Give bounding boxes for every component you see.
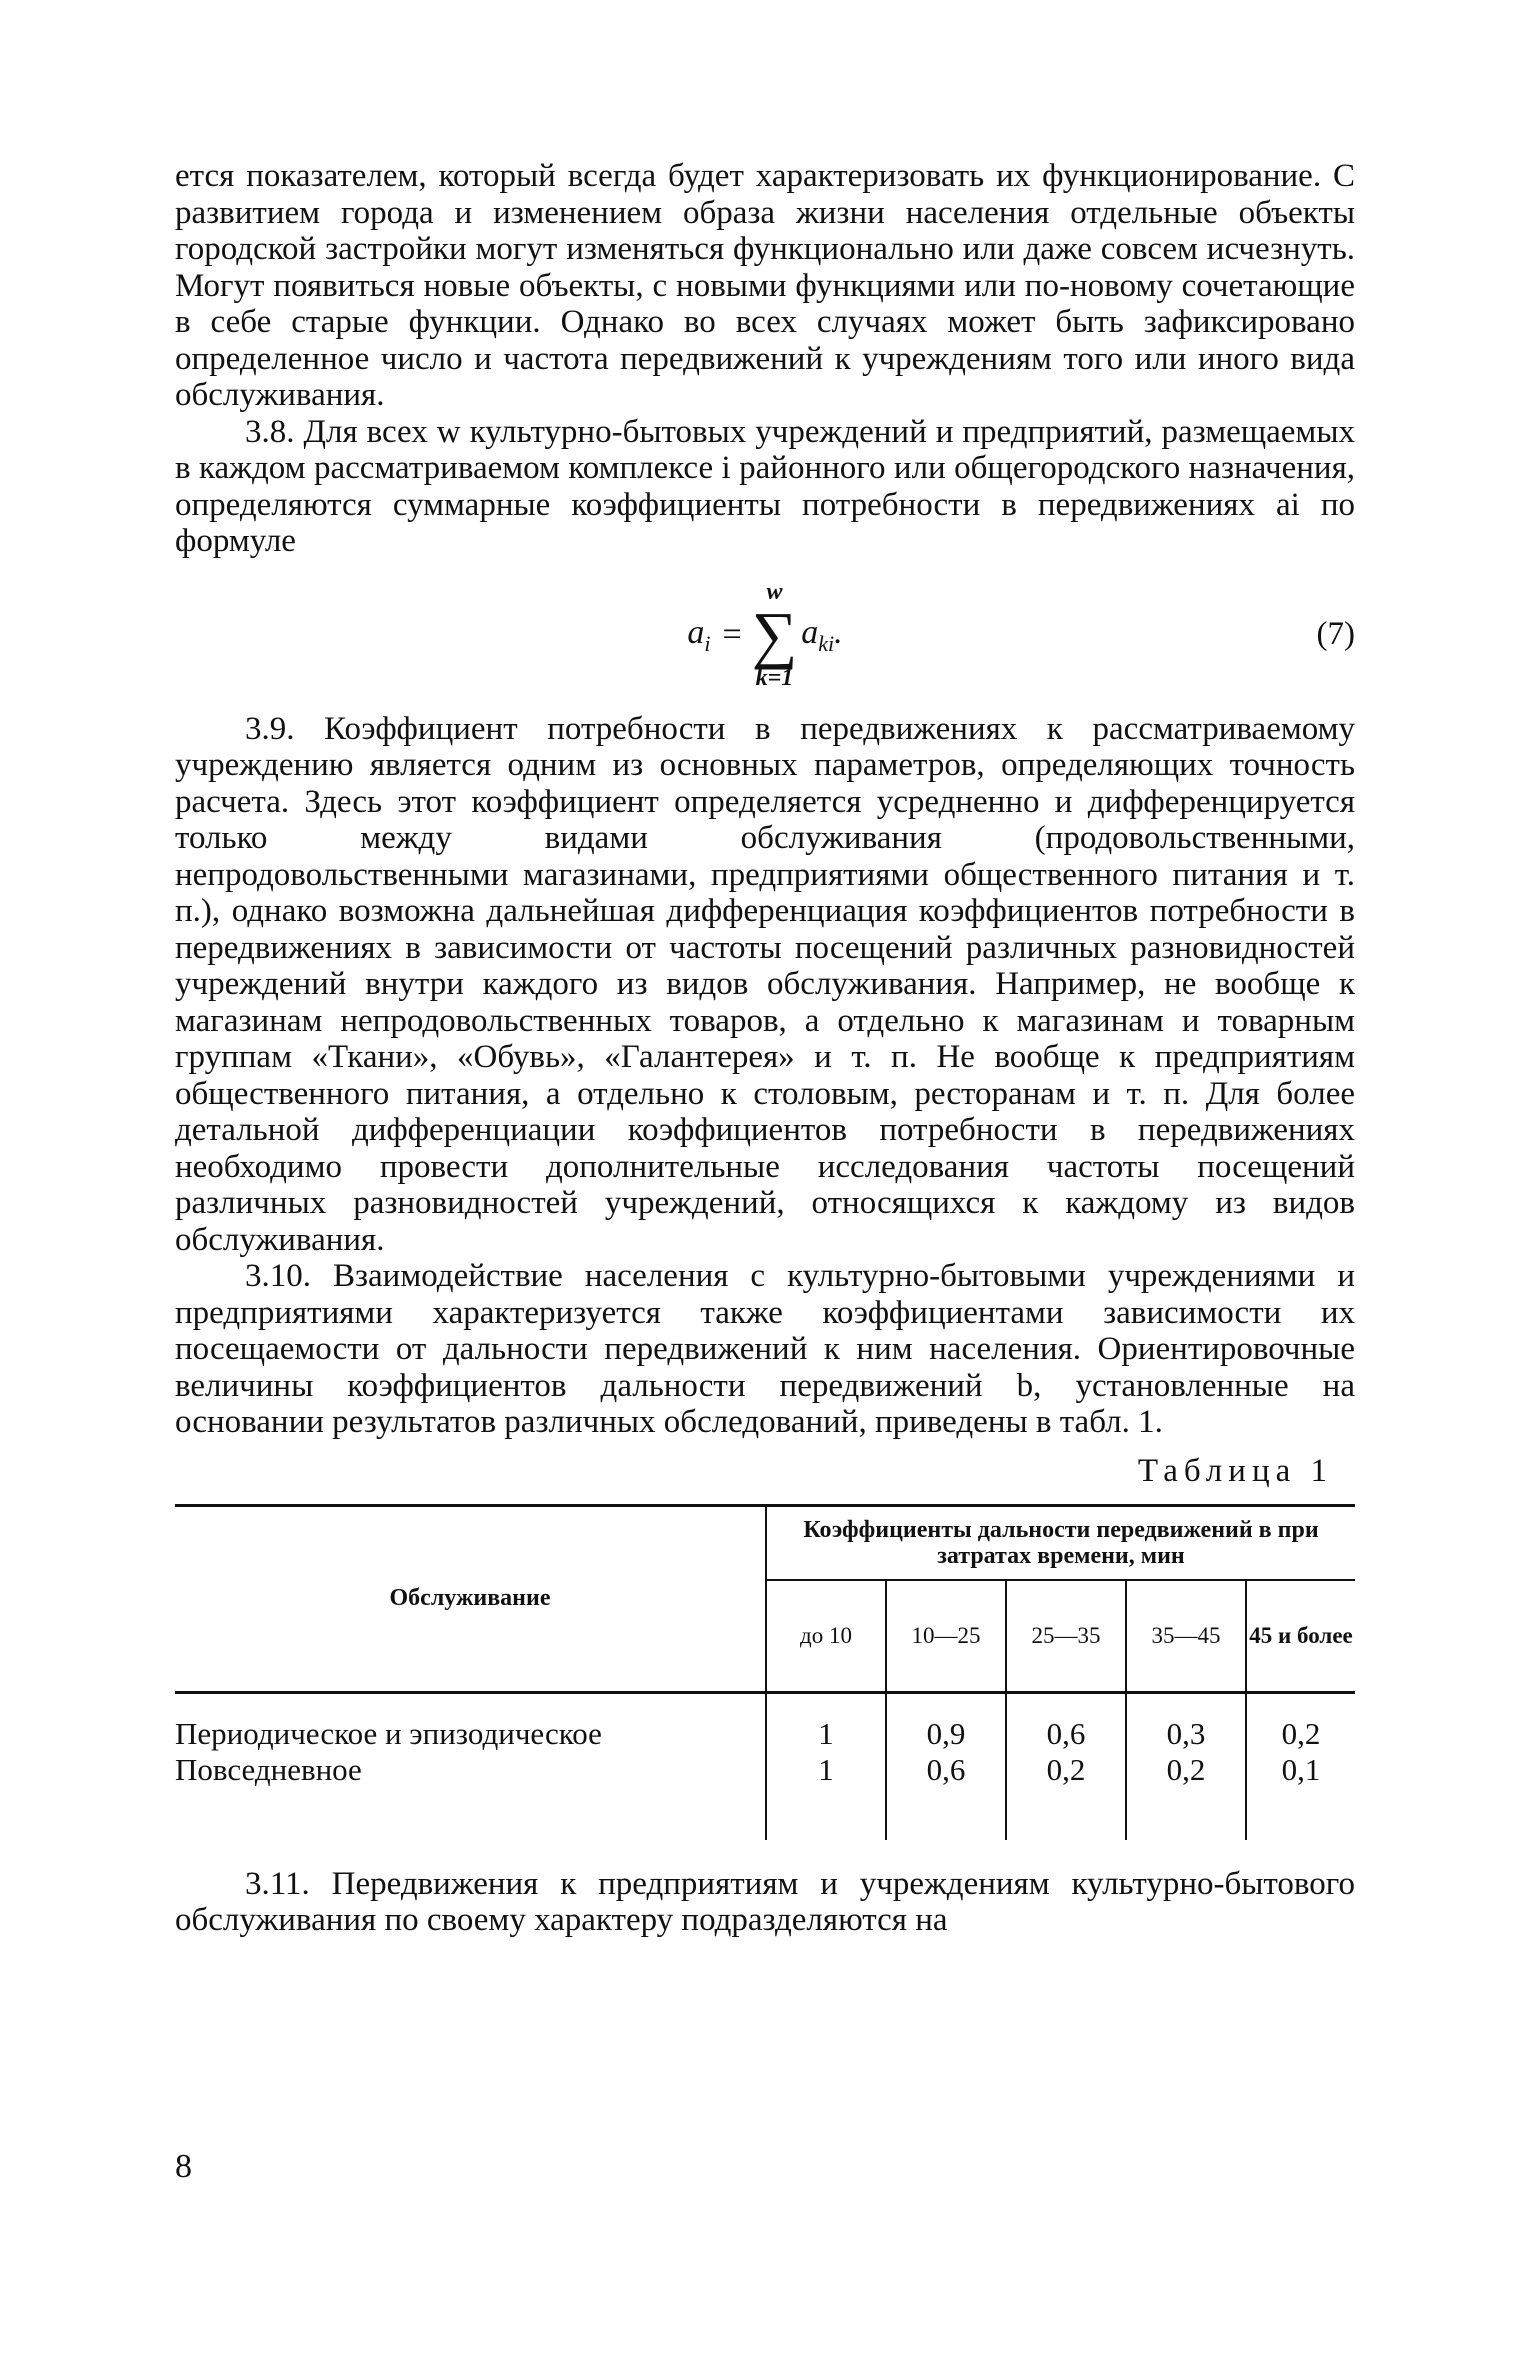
summation-upper-limit: w	[766, 579, 783, 606]
table-cell: 1	[818, 1751, 834, 1787]
column-header: 25—35	[1006, 1580, 1126, 1693]
formula-7	[175, 568, 1355, 703]
table-cell: 0,2	[1166, 1751, 1206, 1787]
summation-symbol: w ∑ k=1	[751, 579, 798, 691]
paragraph-continuation: ется показателем, который всегда будет характеризовать их функционирование. С развитием города и изменением образа жизни населения отдельные объекты городской застройки могут изменяться функционально или даже совсем исчезнуть. Могут появиться новые объекты, с новыми функциями или по-новому сочетающие в себе старые функции. Однако во всех случаях может быть зафиксировано определенное число и частота передвижений к учреждениям того или иного вида обслуживания.	[175, 158, 1355, 413]
coefficients-table	[175, 1504, 1355, 1840]
paragraph-3-9: 3.9. Коэффициент потребности в передвижениях к рассматриваемому учреждению является одним из основных параметров, определяющих точность расчета. Здесь этот коэффициент определяется усредненно и дифференцируется только между видами обслуживания (продовольственными, непродовольственными магазинами, предприятиями общественного питания и т. п.), однако возможна дальнейшая дифференциация коэффициентов потребности в передвижениях в зависимости от частоты посещений различных разновидностей учреждений внутри каждого из видов обслуживания. Например, не вообще к магазинам непродовольственных товаров, а отдельно к магазинам и товарным группам «Ткани», «Обувь», «Галантерея» и т. п. Не вообще к предприятиям общественного питания, а отдельно к столовым, ресторанам и т. п. Для более детальной дифференциации коэффициентов потребности в передвижениях необходимо провести дополнительные исследования частоты посещений различных разновидностей учреждений, относящихся к каждому из видов обслуживания.	[175, 710, 1355, 1258]
formula-rhs: $a_{ki}$.	[801, 613, 843, 656]
column-header: 10—25	[886, 1580, 1006, 1693]
formula-lhs: $a_i$	[687, 613, 711, 656]
table-row	[175, 1692, 1355, 1840]
table-cell: 0,1	[1281, 1751, 1321, 1787]
paragraph-3-11: 3.11. Передвижения к предприятиям и учреждениям культурно-бытового обслуживания по своему характеру подразделяются на	[175, 1865, 1355, 1938]
table-cell: 0,6	[1046, 1715, 1086, 1751]
summation-lower-limit: k=1	[755, 664, 794, 691]
table-cell: 0,6	[926, 1751, 966, 1787]
paragraph-3-10: 3.10. Взаимодействие населения с культурно-бытовыми учреждениями и предприятиями характеризуется также коэффициентами зависимости их посещаемости от дальности передвижений к ним населения. Ориентировочные величины коэффициентов дальности передвижений b, установленные на основании результатов различных обследований, приведены в табл. 1.	[175, 1258, 1355, 1440]
header-coefficients: Коэффициенты дальности передвижений в при затратах времени, мин	[766, 1505, 1355, 1580]
table-cell: 0,9	[926, 1715, 966, 1751]
table-cell: 0,2	[1046, 1751, 1086, 1787]
table-cell: 1	[818, 1715, 834, 1751]
column-header: 35—45	[1126, 1580, 1246, 1693]
row-label: Периодическое и эпизодическое	[175, 1715, 602, 1751]
header-service: Обслуживание	[175, 1505, 766, 1692]
paragraph-3-8: 3.8. Для всех w культурно-бытовых учреждений и предприятий, размещаемых в каждом рассматриваемом комплексе i районного или общегородского назначения, определяются суммарные коэффициенты потребности в передвижениях ai по формуле	[175, 413, 1355, 559]
page-number: 8	[175, 2148, 192, 2185]
formula-equals: =	[722, 616, 742, 653]
row-label: Повседневное	[175, 1751, 362, 1787]
table-title: Таблица 1	[1137, 1452, 1333, 1489]
table-cell: 0,2	[1281, 1715, 1321, 1751]
document-page	[175, 158, 1355, 1939]
column-header: до 10	[766, 1580, 886, 1693]
column-header: 45 и более	[1246, 1580, 1355, 1693]
formula-number: (7)	[1316, 615, 1355, 652]
table-cell: 0,3	[1166, 1715, 1206, 1751]
